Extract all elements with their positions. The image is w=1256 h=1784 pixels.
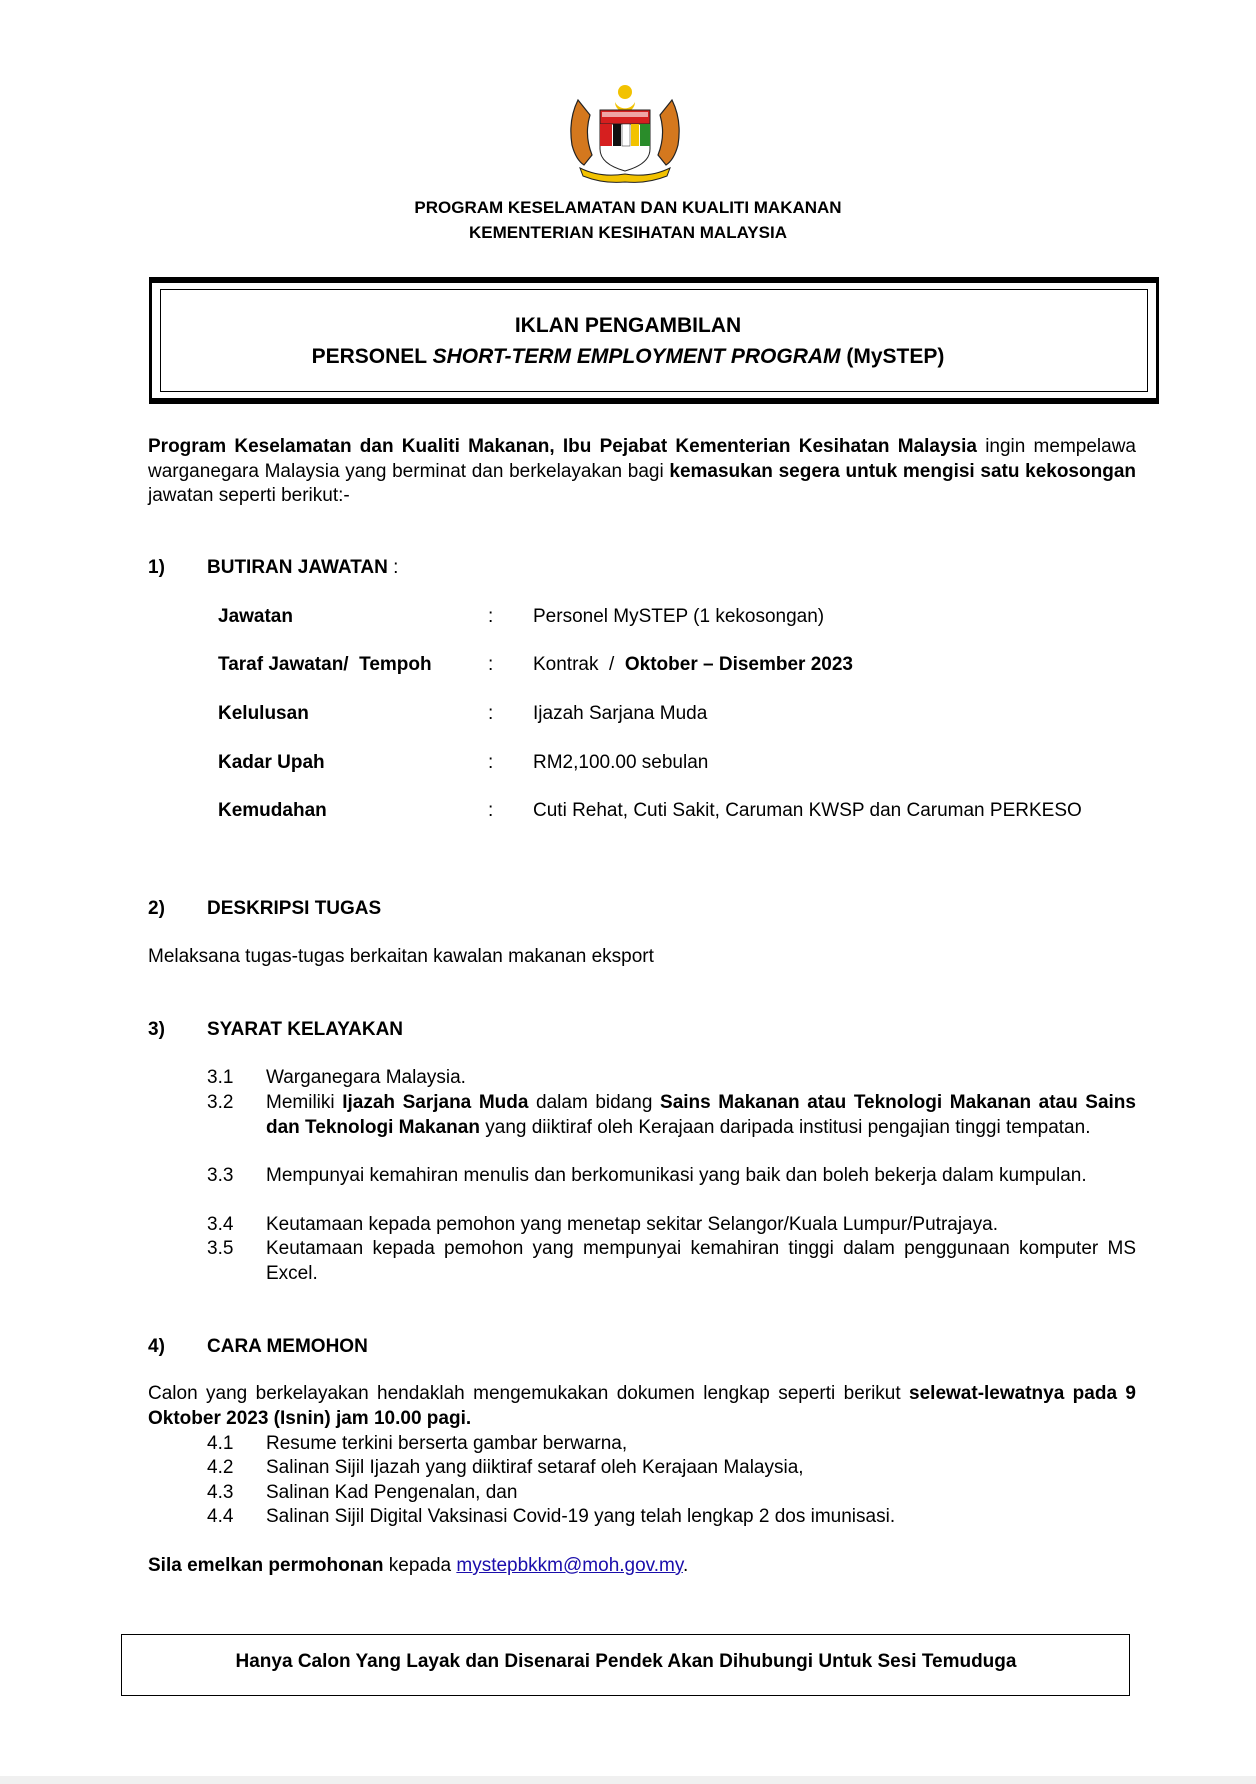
row-label: Kemudahan xyxy=(218,800,327,821)
item-text xyxy=(266,1091,1136,1140)
email-instruction: Sila emelkan permohonan xyxy=(148,1555,384,1576)
list-item xyxy=(207,1432,1136,1457)
email-period: . xyxy=(682,1555,689,1576)
row-value: Ijazah Sarjana Muda xyxy=(533,703,708,724)
item-number: 3.4 xyxy=(207,1214,234,1235)
row-colon: : xyxy=(488,800,494,821)
item-text: Keutamaan kepada pemohon yang menetap sekitar Selangor/Kuala Lumpur/Putrajaya. xyxy=(266,1214,998,1235)
email-prefix: kepada xyxy=(383,1555,457,1576)
section3-heading xyxy=(148,1018,403,1043)
item-text-part: dalam bidang xyxy=(528,1092,661,1113)
list-item xyxy=(207,1213,1136,1238)
footer-notice: Hanya Calon Yang Layak dan Disenarai Pendek Akan Dihubungi Untuk Sesi Temuduga xyxy=(235,1651,1017,1672)
header-program: PROGRAM KESELAMATAN DAN KUALITI MAKANAN xyxy=(414,198,842,217)
section-number: 4) xyxy=(148,1336,165,1357)
item-text-part: yang diiktiraf oleh Kerajaan daripada institusi pengajian tinggi tempatan. xyxy=(479,1116,1091,1138)
item-text: Resume terkini berserta gambar berwarna, xyxy=(266,1433,628,1454)
row-label: Taraf Jawatan/ Tempoh xyxy=(218,654,432,675)
section2-heading xyxy=(148,897,381,922)
item-number: 3.2 xyxy=(207,1092,234,1113)
section-title: CARA MEMOHON xyxy=(207,1336,368,1357)
row-colon: : xyxy=(488,752,494,773)
item-text: Salinan Kad Pengenalan, dan xyxy=(266,1482,518,1503)
item-text: Mempunyai kemahiran menulis dan berkomunikasi yang baik dan boleh bekerja dalam kumpulan. xyxy=(266,1165,1087,1186)
page-bottom-edge xyxy=(0,1776,1256,1784)
item-number: 3.5 xyxy=(207,1238,234,1259)
item-text: Warganegara Malaysia. xyxy=(266,1067,466,1088)
item-text: Salinan Sijil Digital Vaksinasi Covid-19 yang telah lengkap 2 dos imunisasi. xyxy=(266,1506,896,1527)
item-text: Salinan Sijil Ijazah yang diiktiraf setaraf oleh Kerajaan Malaysia, xyxy=(266,1457,804,1478)
list-item xyxy=(207,1505,1136,1530)
item-number: 4.4 xyxy=(207,1506,234,1527)
intro-text2: jawatan seperti berikut:- xyxy=(148,485,350,506)
intro-text: Calon yang berkelayakan hendaklah mengemukakan dokumen lengkap seperti berikut xyxy=(148,1383,910,1404)
item-number: 4.3 xyxy=(207,1482,234,1503)
intro-text1: ingin mempelawa warganegara Malaysia yang berminat dan berkelayakan bagi xyxy=(148,436,1136,482)
heading-colon: : xyxy=(387,557,399,578)
row-value-bold: Oktober – Disember 2023 xyxy=(624,654,853,675)
row-label: Kadar Upah xyxy=(218,752,325,773)
item-text: Keutamaan kepada pemohon yang mempunyai kemahiran tinggi dalam penggunaan komputer MS Excel. xyxy=(266,1238,1136,1284)
item-bold-part: Ijazah Sarjana Muda xyxy=(342,1092,529,1113)
row-value-text: Kontrak / xyxy=(533,654,625,675)
item-number: 4.2 xyxy=(207,1457,234,1478)
list-item xyxy=(207,1091,1136,1140)
row-value: Cuti Rehat, Cuti Sakit, Caruman KWSP dan Caruman PERKESO xyxy=(533,800,1082,821)
item-bold-part: Sains Makanan atau Teknologi Makanan atau Sains dan Teknologi Makanan xyxy=(266,1092,1136,1138)
deadline-text: selewat-lewatnya pada 9 Oktober 2023 (Isnin) jam 10.00 pagi. xyxy=(148,1383,1136,1429)
coat-of-arms-emblem xyxy=(560,82,690,184)
item-text-part: Memiliki xyxy=(266,1092,343,1113)
row-colon: : xyxy=(488,654,494,675)
row-colon: : xyxy=(488,606,494,627)
title-italic: SHORT-TERM EMPLOYMENT PROGRAM xyxy=(432,345,841,368)
intro-bold1: Program Keselamatan dan Kualiti Makanan, Ibu Pejabat Kementerian Kesihatan Malaysia xyxy=(148,436,977,457)
list-item xyxy=(207,1237,1136,1286)
section4-heading xyxy=(148,1335,368,1360)
section-number: 1) xyxy=(148,557,165,578)
title-suffix: (MySTEP) xyxy=(840,345,945,368)
item-number: 3.1 xyxy=(207,1067,234,1088)
section-title: SYARAT KELAYAKAN xyxy=(207,1019,404,1040)
title-prefix: PERSONEL xyxy=(311,345,433,368)
section-title: DESKRIPSI TUGAS xyxy=(207,898,382,919)
section1-heading xyxy=(148,556,398,581)
row-label: Kelulusan xyxy=(218,703,309,724)
list-item xyxy=(207,1456,1136,1481)
section-number: 2) xyxy=(148,898,165,919)
list-item xyxy=(207,1481,1136,1506)
row-label: Jawatan xyxy=(218,606,293,627)
title-line2 xyxy=(0,345,1256,369)
row-colon: : xyxy=(488,703,494,724)
item-number: 4.1 xyxy=(207,1433,234,1454)
list-item xyxy=(207,1066,1136,1091)
row-value xyxy=(533,653,1136,678)
title-line1: IKLAN PENGAMBILAN xyxy=(514,314,742,337)
list-item xyxy=(207,1164,1136,1189)
item-number: 3.3 xyxy=(207,1165,234,1186)
email-link[interactable]: mystepbkkm@moh.gov.my xyxy=(456,1555,683,1576)
section-title: BUTIRAN JAWATAN xyxy=(207,557,388,578)
title-box xyxy=(149,277,1159,404)
header-ministry: KEMENTERIAN KESIHATAN MALAYSIA xyxy=(469,223,787,242)
email-line xyxy=(148,1554,688,1579)
section2-body: Melaksana tugas-tugas berkaitan kawalan makanan eksport xyxy=(148,946,654,967)
row-value: Personel MySTEP (1 kekosongan) xyxy=(533,606,825,627)
intro-paragraph xyxy=(148,435,1136,509)
row-value: RM2,100.00 sebulan xyxy=(533,752,709,773)
intro-bold2: kemasukan segera untuk mengisi satu kekosongan xyxy=(669,460,1136,482)
section4-intro xyxy=(148,1382,1136,1431)
section-number: 3) xyxy=(148,1019,165,1040)
